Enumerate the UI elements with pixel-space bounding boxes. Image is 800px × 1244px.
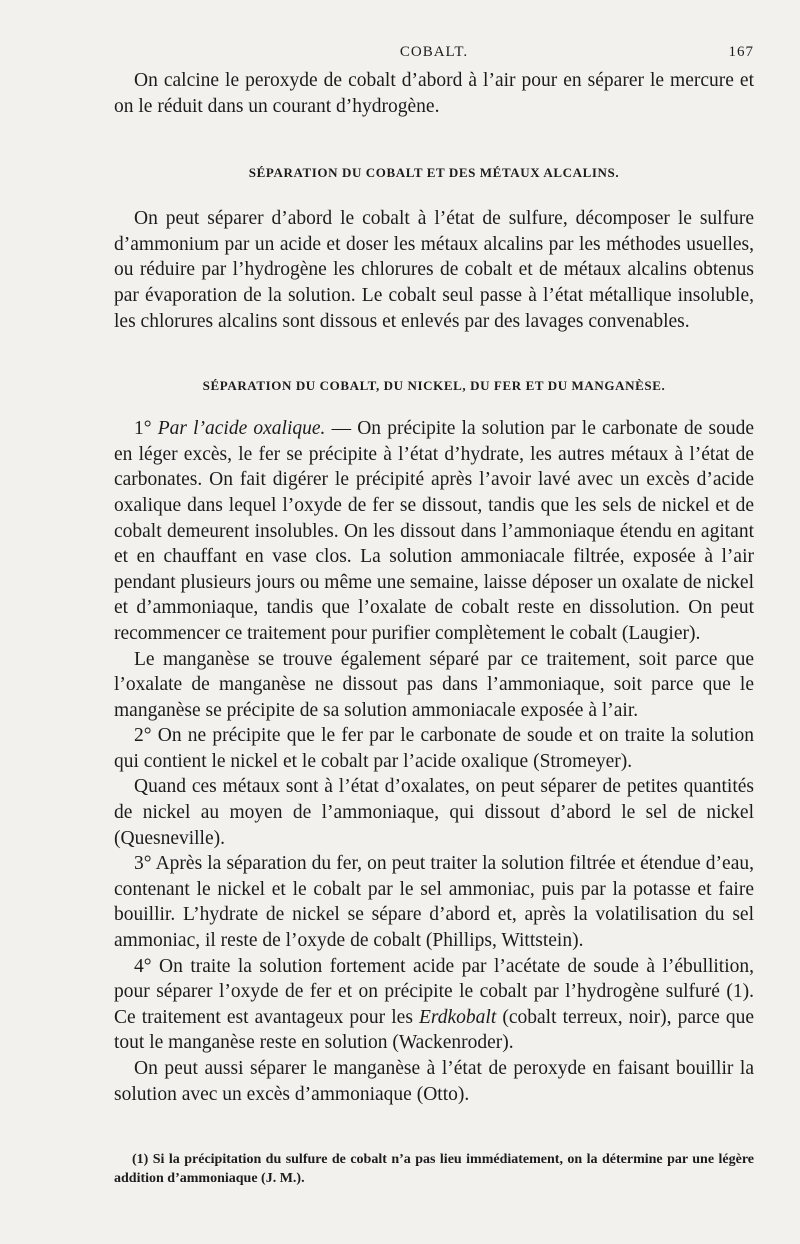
oxalates-paragraph: Quand ces métaux sont à l’état d’oxalates, on peut séparer de petites quantités de nickel au moyen de l’ammoniaque, qui dissout d’abord le sel de nickel (Quesneville). (114, 776, 754, 849)
method4-text-b: (cobalt terreux, noir), parce que tout le manganèse reste en solution (Wackenroder). (114, 1006, 755, 1054)
section1-paragraph: On peut séparer d’abord le cobalt à l’état de sulfure, décomposer le sulfure d’ammonium par un acide et doser les métaux alcalins par les méthodes usuelles, ou réduire par l’hydrogène les chlorures de cobalt et de métaux alcalins obtenus par évaporation de la solution. Le cobalt seul passe à l’état métallique insoluble, les chlorures alcalins sont dissous et enlevés par des lavages convenables. (114, 208, 754, 332)
peroxide-paragraph: On peut aussi séparer le manganèse à l’état de peroxyde en faisant bouillir la solution avec un excès d’ammoniaque (Otto). (114, 1058, 754, 1105)
method2-paragraph: 2° On ne précipite que le fer par le carbonate de soude et on traite la solution qui contient le nickel et le cobalt par l’acide oxalique (Stromeyer). (114, 725, 754, 772)
section-heading-alkali: SÉPARATION DU COBALT ET DES MÉTAUX ALCALINS. (248, 165, 620, 181)
section-heading-nickel-iron-manganese: SÉPARATION DU COBALT, DU NICKEL, DU FER ET DU MANGANÈSE. (202, 378, 666, 394)
erdkobalt-term: Erdkobalt (419, 1006, 497, 1028)
method1-title: Par l’acide oxalique. (157, 418, 326, 440)
page-number: 167 (728, 44, 754, 60)
manganese-paragraph: Le manganèse se trouve également séparé par ce traitement, soit parce que l’oxalate de manganèse ne dissout pas dans l’ammoniaque, soit parce que le manganèse se précipite de sa solution ammoniacale exposée à l’air. (114, 648, 754, 721)
method1-text: — On précipite la solution par le carbonate de soude en léger excès, le fer se précipite à l’état d’hydrate, les autres métaux à l’état de carbonates. On fait digérer le précipité après l’avoir lavé avec un excès d’acide oxalique dans lequel l’oxyde de fer se dissout, tandis que les sels de nickel et de cobalt demeurent insolubles. On les dissout dans l’ammoniaque étendu en agitant et en chauffant en vase clos. La solution ammoniacale filtrée, exposée à l’air pendant plusieurs jours ou même une semaine, laisse déposer un oxalate de nickel et d’ammoniaque, tandis que l’oxalate de cobalt reste en dissolution. On peut recommencer ce traitement pour purifier complètement le cobalt (Laugier). (114, 418, 754, 644)
method4-paragraph (114, 954, 754, 1056)
method1-number: 1° (134, 418, 152, 440)
method1-paragraph (114, 416, 754, 646)
running-header (114, 44, 754, 64)
page-body (114, 68, 754, 1107)
intro-paragraph: On calcine le peroxyde de cobalt d’abord à l’air pour en séparer le mercure et on le réduit dans un courant d’hydrogène. (114, 70, 754, 117)
running-title: COBALT. (399, 44, 469, 60)
method4-text-a: 4° On traite la solution fortement acide par l’acétate de soude à l’ébullition, pour séparer l’oxyde de fer et on précipite le cobalt par l’hydrogène sulfuré (1). Ce traitement est avantageux pour les (114, 955, 754, 1028)
footnote: (1) Si la précipitation du sulfure de cobalt n’a pas lieu immédiatement, on la détermine par une légère addition d’ammoniaque (J. M.). (114, 1152, 754, 1186)
method3-paragraph: 3° Après la séparation du fer, on peut traiter la solution filtrée et étendue d’eau, contenant le nickel et le cobalt par le sel ammoniac, puis par la potasse et faire bouillir. L’hydrate de nickel se sépare d’abord et, après la volatilisation du sel ammoniac, il reste de l’oxyde de cobalt (Phillips, Wittstein). (114, 853, 754, 952)
